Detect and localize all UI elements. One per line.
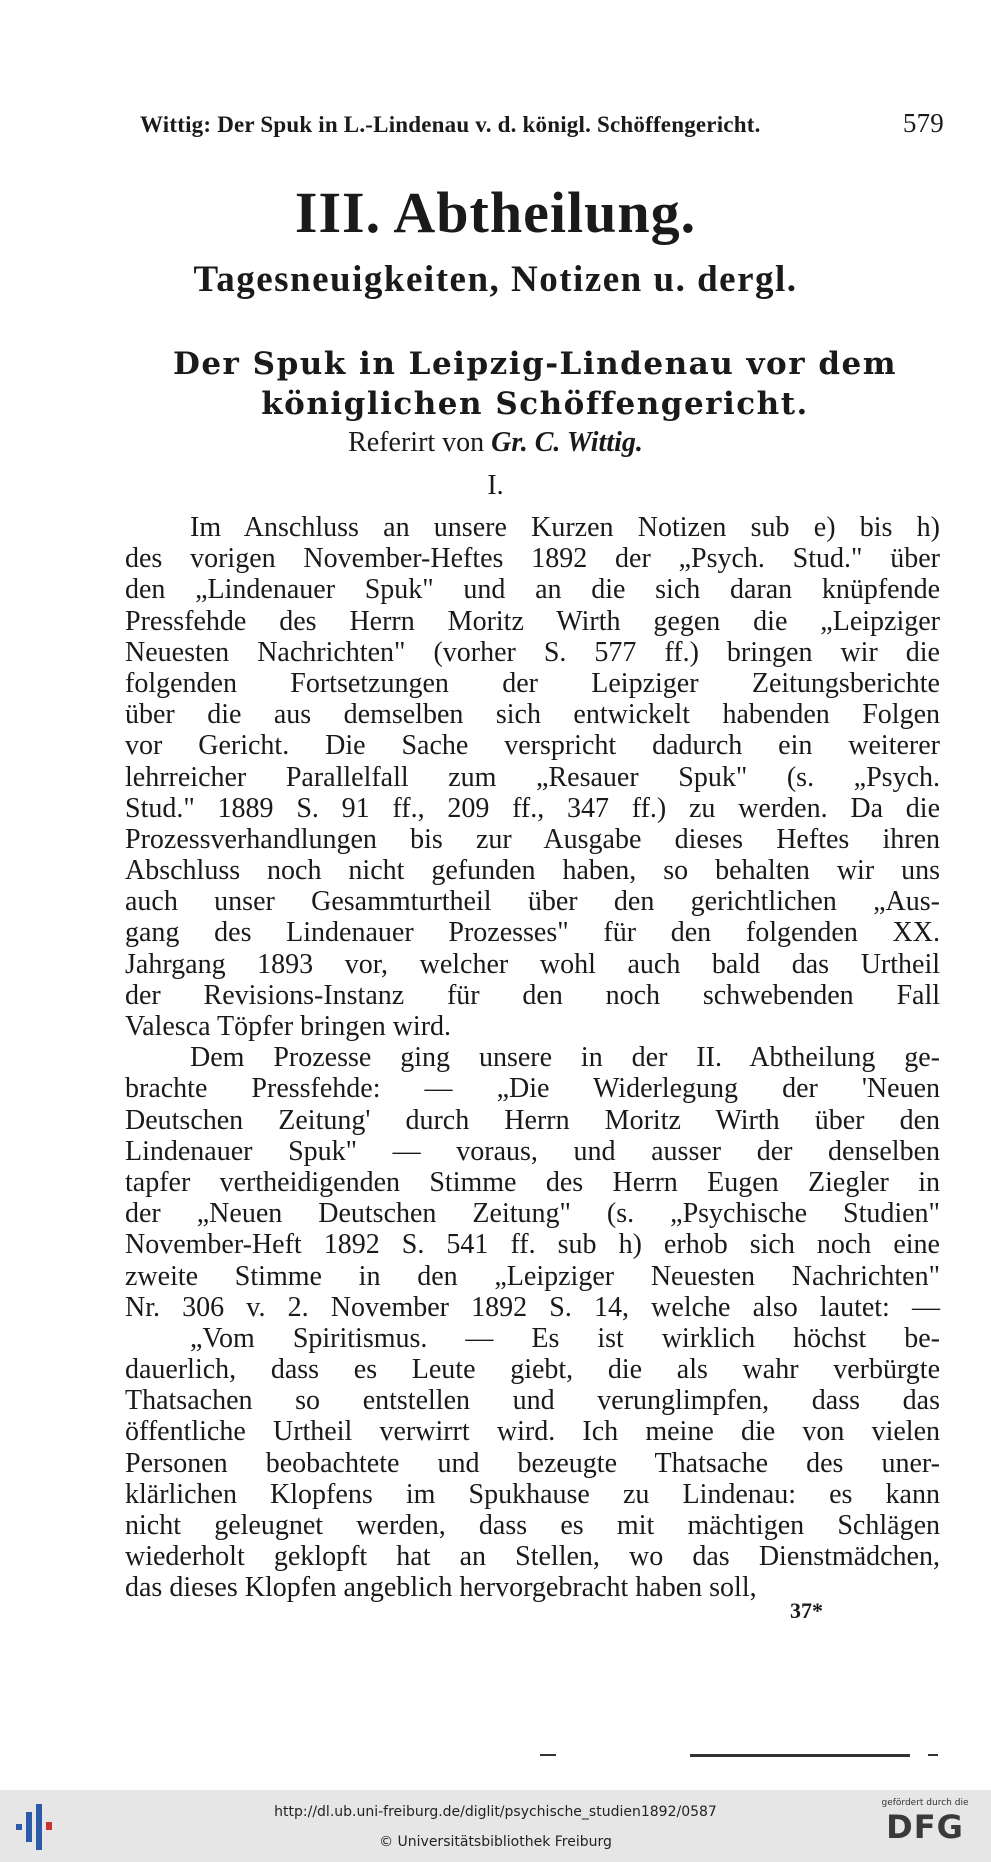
body-line: zweite Stimme in den „Leipziger Neuesten Nachrichten" [125, 1260, 940, 1292]
body-line: Deutschen Zeitung' durch Herrn Moritz Wirth über den [125, 1104, 940, 1136]
copyright-text: © Universitätsbibliothek Freiburg [379, 1834, 612, 1850]
body-line: Pressfehde des Herrn Moritz Wirth gegen die „Leipziger [125, 605, 940, 637]
body-line: vor Gericht. Die Sache verspricht dadurch ein weiterer [125, 730, 940, 762]
rule-tiny [928, 1754, 938, 1756]
source-url-link[interactable]: http://dl.ub.uni-freiburg.de/diglit/psychische_studien1892/0587 [274, 1804, 717, 1820]
running-head [140, 108, 944, 148]
article-title-line-2: königlichen Schöffengericht. [261, 386, 809, 422]
body-line: Neuesten Nachrichten" (vorher S. 577 ff.) bringen wir die [125, 636, 940, 668]
body-line: November-Heft 1892 S. 541 ff. sub h) erhob sich noch eine [125, 1229, 940, 1261]
rule-short [540, 1754, 556, 1756]
bottom-rules [0, 1754, 991, 1758]
article-title-line-1: Der Spuk in Leipzig-Lindenau vor dem [172, 346, 898, 382]
body-line: der „Neuen Deutschen Zeitung" (s. „Psychische Studien" [125, 1198, 940, 1230]
body-line: Nr. 306 v. 2. November 1892 S. 14, welche also lautet: — [125, 1291, 940, 1323]
body-line: brachte Pressfehde: — „Die Widerlegung der 'Neuen [125, 1073, 940, 1105]
section-subtitle: Tagesneuigkeiten, Notizen u. dergl. [193, 259, 798, 300]
body-line: über die aus demselben sich entwickelt habenden Folgen [125, 699, 940, 731]
body-line: Valesca Töpfer bringen wird. [125, 1011, 452, 1042]
byline-prefix: Referirt von [348, 427, 485, 458]
body-line: dauerlich, dass es Leute giebt, die als wahr verbürgte [125, 1354, 940, 1386]
body-line: Lindenauer Spuk" — voraus, und ausser der denselben [125, 1135, 940, 1167]
body-line: auch unser Gesammturtheil über den gerichtlichen „Aus- [125, 886, 940, 918]
body-line: lehrreicher Parallelfall zum „Resauer Spuk" (s. „Psych. [125, 761, 940, 793]
body-line: Prozessverhandlungen bis zur Ausgabe dieses Heftes ihren [125, 823, 940, 855]
body-line: tapfer vertheidigenden Stimme des Herrn Eugen Ziegler in [125, 1166, 940, 1198]
body-line: „Vom Spiritismus. — Es ist wirklich höchst be- [190, 1322, 940, 1354]
byline-author: Gr. C. Wittig. [491, 427, 643, 458]
body-text [125, 512, 940, 1604]
body-line: wiederholt geklopft hat an Stellen, wo das Dienstmädchen, [125, 1541, 940, 1573]
dfg-wordmark: DFG [886, 1808, 964, 1846]
body-line: öffentliche Urtheil verwirrt wird. Ich meine die von vielen [125, 1416, 940, 1448]
body-line: klärlichen Klopfens im Spukhause zu Lindenau: es kann [125, 1478, 940, 1510]
rule-long [690, 1754, 910, 1757]
body-line: Dem Prozesse ging unsere in der II. Abtheilung ge- [190, 1042, 940, 1074]
body-line: des vorigen November-Heftes 1892 der „Psych. Stud." über [125, 543, 940, 575]
body-line: Thatsachen so entstellen und verunglimpfen, dass das [125, 1385, 940, 1417]
body-line: der Revisions-Instanz für den noch schwebenden Fall [125, 979, 940, 1011]
body-line: das dieses Klopfen angeblich hervorgebracht haben soll, [125, 1572, 757, 1604]
part-number: I. [487, 470, 504, 501]
body-line: folgenden Fortsetzungen der Leipziger Zeitungsberichte [125, 667, 940, 699]
signature-mark: 37* [790, 1598, 823, 1623]
body-line: Personen beobachtete und bezeugte Thatsache des uner- [125, 1447, 940, 1479]
running-head-text: Wittig: Der Spuk in L.-Lindenau v. d. königl. Schöffengericht. [140, 112, 761, 137]
article-title [120, 344, 950, 424]
body-line: Jahrgang 1893 vor, welcher wohl auch bald das Urtheil [125, 948, 940, 980]
body-line: Stud." 1889 S. 91 ff., 209 ff., 347 ff.) zu werden. Da die [125, 792, 940, 824]
dfg-logo [873, 1798, 977, 1856]
page-number: 579 [902, 108, 944, 138]
body-line: gang des Lindenauer Prozesses" für den folgenden XX. [125, 917, 940, 949]
footer-bar [0, 1790, 991, 1862]
section-title: III. Abtheilung. [294, 180, 697, 245]
body-line: nicht geleugnet werden, dass es mit mächtigen Schlägen [125, 1510, 940, 1541]
body-line: den „Lindenauer Spuk" und an die sich daran knüpfende [125, 574, 940, 606]
dfg-funding-label: gefördert durch die [881, 1798, 969, 1808]
byline [0, 425, 991, 461]
body-line: Im Anschluss an unsere Kurzen Notizen sub e) bis h) [190, 512, 940, 543]
body-line: Abschluss noch nicht gefunden haben, so behalten wir uns [125, 855, 940, 887]
